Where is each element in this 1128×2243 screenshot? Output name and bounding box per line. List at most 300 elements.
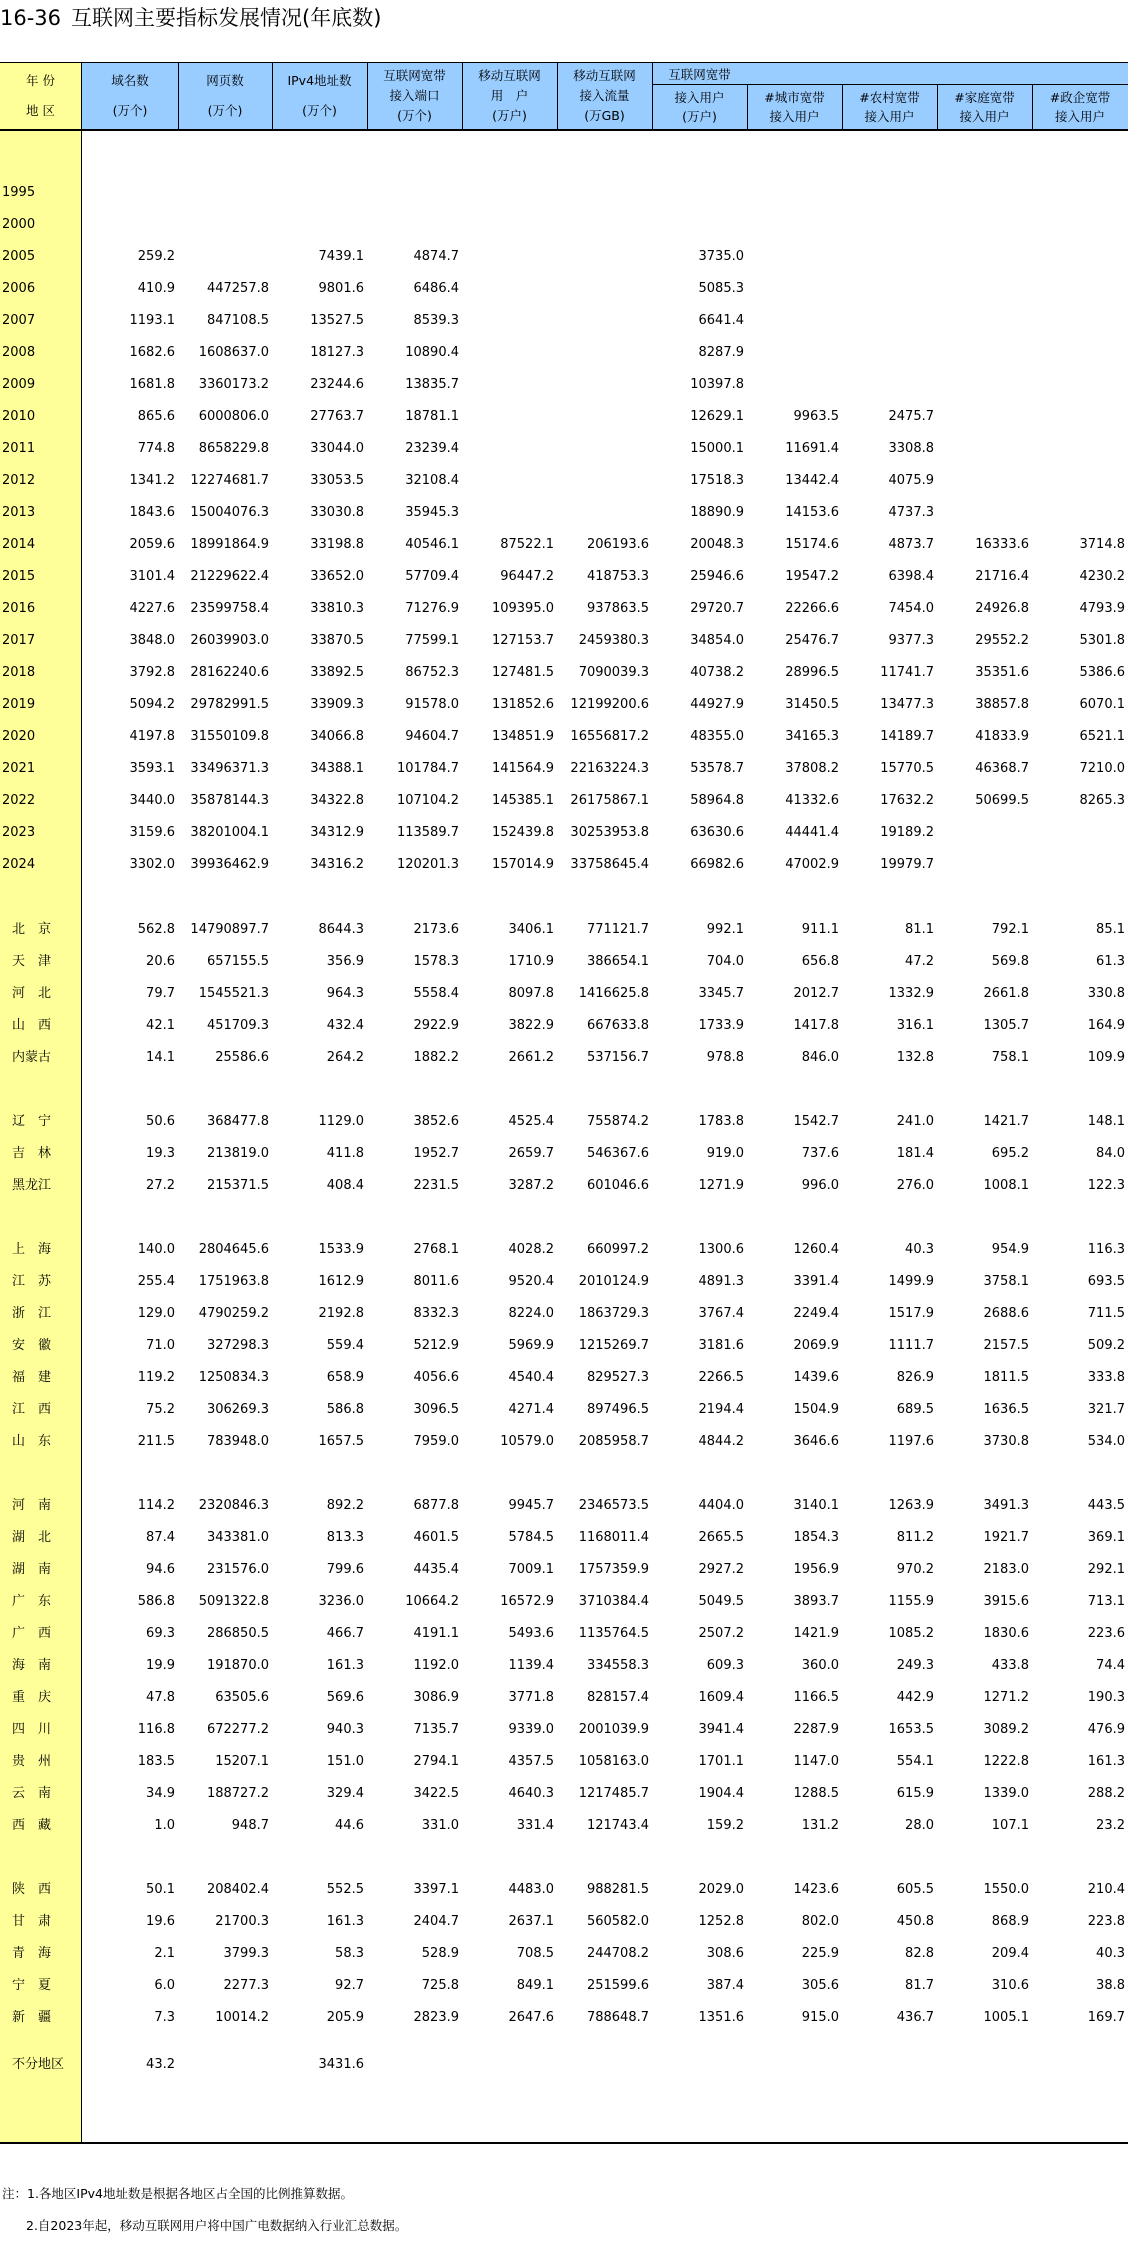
year-row: [0, 497, 1128, 529]
cell-col-8: 22266.6: [785, 601, 839, 616]
cell-col-11: 4230.2: [1079, 569, 1125, 584]
year-row: [0, 305, 1128, 337]
cell-col-1: 50.1: [146, 1882, 175, 1897]
cell-col-4: 528.9: [421, 1946, 459, 1961]
cell-col-7: 44927.9: [690, 697, 744, 712]
cell-col-6: 386654.1: [586, 954, 649, 969]
page-title: [0, 3, 381, 33]
cell-col-6: 7090039.3: [578, 665, 649, 680]
cell-col-10: 1550.0: [983, 1882, 1029, 1897]
year-row: [0, 209, 1128, 241]
cell-col-2: 451709.3: [206, 1018, 269, 1033]
region-row: [0, 1618, 1128, 1650]
cell-col-5: 10579.0: [500, 1434, 554, 1449]
cell-col-3: [272, 209, 364, 241]
cell-col-4: 3852.6: [413, 1114, 459, 1129]
cell-col-11: 61.3: [1096, 954, 1125, 969]
cell-col-11: 6070.1: [1079, 697, 1125, 712]
cell-col-3: 329.4: [326, 1786, 364, 1801]
cell-col-11: 169.7: [1087, 2010, 1125, 2025]
year-row: [0, 657, 1128, 689]
region-label: 宁 夏: [12, 1978, 52, 1993]
region-label: 湖 南: [12, 1562, 52, 1577]
cell-col-5: 109395.0: [491, 601, 554, 616]
region-label: 陕 西: [12, 1882, 52, 1897]
cell-col-4: 35945.3: [405, 505, 459, 520]
cell-col-8: [747, 305, 839, 337]
region-row: [0, 1298, 1128, 1330]
header-col-3-line: IPv4地址数: [287, 73, 352, 88]
cell-col-4: 6877.8: [413, 1498, 459, 1513]
cell-col-8: 915.0: [801, 2010, 839, 2025]
cell-col-1: 42.1: [146, 1018, 175, 1033]
cell-col-6: 121743.4: [586, 1818, 649, 1833]
cell-col-10: 1811.5: [983, 1370, 1029, 1385]
cell-col-4: 7959.0: [413, 1434, 459, 1449]
cell-col-9: 1517.9: [888, 1306, 934, 1321]
cell-col-11: 534.0: [1087, 1434, 1125, 1449]
cell-col-7: 4404.0: [698, 1498, 744, 1513]
cell-col-8: [747, 337, 839, 369]
region-row: [0, 1266, 1128, 1298]
region-label: 西 藏: [12, 1818, 52, 1833]
cell-col-4: 2823.9: [413, 2010, 459, 2025]
cell-col-7: 29720.7: [690, 601, 744, 616]
cell-col-8: 1260.4: [793, 1242, 839, 1257]
header-col-1: [82, 62, 178, 130]
header-col-7-top: [652, 62, 747, 85]
cell-col-2: 5091322.8: [198, 1594, 269, 1609]
year-row: [0, 337, 1128, 369]
cell-col-5: 331.4: [516, 1818, 554, 1833]
header-subcol-line: 接入用户: [959, 109, 1010, 125]
cell-col-9: 605.5: [896, 1882, 934, 1897]
cell-col-4: 331.0: [421, 1818, 459, 1833]
year-label: 2018: [2, 665, 36, 680]
cell-col-11: 333.8: [1087, 1370, 1125, 1385]
cell-col-7: 3345.7: [698, 986, 744, 1001]
cell-col-10: 1421.7: [983, 1114, 1029, 1129]
cell-col-7: 387.4: [706, 1978, 744, 1993]
cell-col-7: [652, 209, 744, 241]
cell-col-1: 3101.4: [129, 569, 175, 584]
cell-col-9: 241.0: [896, 1114, 934, 1129]
header-col-4-line: 接入端口: [389, 88, 440, 103]
cell-col-3: 33870.5: [310, 633, 364, 648]
cell-col-10: 107.1: [991, 1818, 1029, 1833]
table-number: 16-36: [0, 6, 62, 30]
cell-col-4: 2231.5: [413, 1178, 459, 1193]
cell-col-7: 18890.9: [690, 505, 744, 520]
cell-col-3: 466.7: [326, 1626, 364, 1641]
cell-col-3: 23244.6: [310, 377, 364, 392]
cell-col-9: 181.4: [896, 1146, 934, 1161]
cell-col-6: [557, 497, 649, 529]
cell-col-2: 10014.2: [215, 2010, 269, 2025]
cell-col-9: 19189.2: [880, 825, 934, 840]
cell-col-6: 418753.3: [586, 569, 649, 584]
cell-col-8: 34165.3: [785, 729, 839, 744]
cell-col-11: 713.1: [1087, 1594, 1125, 1609]
cell-col-4: 2404.7: [413, 1914, 459, 1929]
cell-col-7: 2194.4: [698, 1402, 744, 1417]
cell-col-11: 74.4: [1096, 1658, 1125, 1673]
table-bottom-rule: [0, 2142, 1128, 2144]
region-row: [0, 1234, 1128, 1266]
cell-col-10: [937, 817, 1029, 849]
cell-col-5: 5784.5: [508, 1530, 554, 1545]
cell-col-11: [1032, 369, 1125, 401]
cell-col-10: [937, 241, 1029, 273]
cell-col-2: 6000806.0: [198, 409, 269, 424]
region-label: 北 京: [12, 922, 52, 937]
region-label: 辽 宁: [12, 1114, 52, 1129]
cell-col-9: 11741.7: [880, 665, 934, 680]
region-row: [0, 1042, 1128, 1074]
cell-col-9: 81.7: [905, 1978, 934, 1993]
cell-col-1: 2059.6: [129, 537, 175, 552]
year-label: 2006: [2, 281, 36, 296]
cell-col-2: 783948.0: [206, 1434, 269, 1449]
cell-col-5: 2661.2: [508, 1050, 554, 1065]
cell-col-5: 4271.4: [508, 1402, 554, 1417]
cell-col-3: 34322.8: [310, 793, 364, 808]
cell-col-6: [557, 305, 649, 337]
year-row: [0, 785, 1128, 817]
cell-col-9: 450.8: [896, 1914, 934, 1929]
cell-col-9: 1197.6: [888, 1434, 934, 1449]
cell-col-6: 1863729.3: [578, 1306, 649, 1321]
cell-col-2: 38201004.1: [190, 825, 269, 840]
cell-col-2: 31550109.8: [190, 729, 269, 744]
cell-col-7: 992.1: [706, 922, 744, 937]
cell-col-5: [462, 433, 554, 465]
cell-col-6: [557, 465, 649, 497]
cell-col-9: 615.9: [896, 1786, 934, 1801]
cell-col-7: 10397.8: [690, 377, 744, 392]
region-row: [0, 1874, 1128, 1906]
cell-col-9: 82.8: [905, 1946, 934, 1961]
region-row: [0, 1810, 1128, 1842]
cell-col-5: 131852.6: [491, 697, 554, 712]
cell-col-5: 87522.1: [500, 537, 554, 552]
cell-col-3: 1533.9: [318, 1242, 364, 1257]
cell-col-1: 3302.0: [129, 857, 175, 872]
cell-col-4: [367, 209, 459, 241]
cell-col-8: 996.0: [801, 1178, 839, 1193]
cell-col-11: 116.3: [1087, 1242, 1125, 1257]
cell-col-2: 213819.0: [206, 1146, 269, 1161]
cell-col-2: 14790897.7: [190, 922, 269, 937]
cell-col-1: 4227.6: [129, 601, 175, 616]
cell-col-4: 1882.2: [413, 1050, 459, 1065]
cell-col-6: [557, 209, 649, 241]
cell-col-5: [462, 497, 554, 529]
cell-col-9: [842, 209, 934, 241]
note-1: 注：1.各地区IPv4地址数是根据各地区占全国的比例推算数据。: [2, 2186, 354, 2201]
cell-col-7: 58964.8: [690, 793, 744, 808]
cell-col-10: 954.9: [991, 1242, 1029, 1257]
cell-col-8: 2012.7: [793, 986, 839, 1001]
cell-col-1: 3440.0: [129, 793, 175, 808]
note-2: 2.自2023年起，移动互联网用户将中国广电数据纳入行业汇总数据。: [26, 2218, 408, 2233]
region-row: [0, 1426, 1128, 1458]
region-row: [0, 946, 1128, 978]
cell-col-10: [937, 369, 1029, 401]
header-col-7-line: 互联网宽带: [668, 66, 731, 82]
cell-col-11: [1032, 241, 1125, 273]
year-label: 2010: [2, 409, 36, 424]
cell-col-1: 79.7: [146, 986, 175, 1001]
region-row: [0, 1330, 1128, 1362]
header-subcol-line: 接入用户: [769, 109, 820, 125]
region-row: [0, 1554, 1128, 1586]
year-label: 2024: [2, 857, 36, 872]
cell-col-7: 1904.4: [698, 1786, 744, 1801]
cell-col-10: [937, 401, 1029, 433]
cell-col-1: 211.5: [137, 1434, 175, 1449]
cell-col-2: 8658229.8: [198, 441, 269, 456]
cell-col-1: 19.9: [146, 1658, 175, 1673]
cell-col-8: 3140.1: [793, 1498, 839, 1513]
cell-col-8: 47002.9: [785, 857, 839, 872]
cell-col-10: 3730.8: [983, 1434, 1029, 1449]
cell-col-10: 1636.5: [983, 1402, 1029, 1417]
cell-col-4: 32108.4: [405, 473, 459, 488]
cell-col-7: 609.3: [706, 1658, 744, 1673]
cell-col-5: 96447.2: [500, 569, 554, 584]
cell-col-1: 1682.6: [129, 345, 175, 360]
table-title: 互联网主要指标发展情况(年底数): [71, 6, 382, 30]
cell-col-6: 1757359.9: [578, 1562, 649, 1577]
cell-col-7: 2266.5: [698, 1370, 744, 1385]
cell-col-1: 5094.2: [129, 697, 175, 712]
cell-col-1: 2.1: [154, 1946, 175, 1961]
region-label: 福 建: [12, 1370, 52, 1385]
cell-col-9: 1653.5: [888, 1722, 934, 1737]
cell-col-9: 970.2: [896, 1562, 934, 1577]
cell-col-1: 71.0: [146, 1338, 175, 1353]
cell-col-3: 161.3: [326, 1658, 364, 1673]
cell-col-4: [367, 2049, 459, 2081]
cell-col-11: [1032, 209, 1125, 241]
cell-col-3: 34312.9: [310, 825, 364, 840]
header-subcol-1: [747, 85, 842, 130]
header-col-2-line: (万个): [207, 103, 243, 118]
cell-col-4: 2794.1: [413, 1754, 459, 1769]
cell-col-10: [937, 273, 1029, 305]
cell-col-1: 1681.8: [129, 377, 175, 392]
cell-col-4: 1192.0: [413, 1658, 459, 1673]
cell-col-7: 66982.6: [690, 857, 744, 872]
region-label: 安 徽: [12, 1338, 52, 1353]
header-col-6-line: 接入流量: [579, 88, 630, 103]
cell-col-6: 1168011.4: [578, 1530, 649, 1545]
region-label: 广 东: [12, 1594, 52, 1609]
cell-col-7: 34854.0: [690, 633, 744, 648]
cell-col-10: [937, 465, 1029, 497]
cell-col-11: 38.8: [1096, 1978, 1125, 1993]
cell-col-3: 964.3: [326, 986, 364, 1001]
cell-col-10: 2183.0: [983, 1562, 1029, 1577]
cell-col-1: 140.0: [137, 1242, 175, 1257]
cell-col-7: 978.8: [706, 1050, 744, 1065]
year-row: [0, 817, 1128, 849]
cell-col-1: 255.4: [137, 1274, 175, 1289]
cell-col-1: 865.6: [137, 409, 175, 424]
cell-col-4: 8539.3: [413, 313, 459, 328]
region-row: [0, 1010, 1128, 1042]
year-row: [0, 721, 1128, 753]
cell-col-7: 5085.3: [698, 281, 744, 296]
cell-col-6: 537156.7: [586, 1050, 649, 1065]
header-stub: [0, 62, 81, 130]
cell-col-9: 316.1: [896, 1018, 934, 1033]
cell-col-2: 18991864.9: [190, 537, 269, 552]
year-label: 2007: [2, 313, 36, 328]
header-col-5-line: 移动互联网: [478, 68, 541, 83]
cell-col-8: 1956.9: [793, 1562, 839, 1577]
cell-col-9: 47.2: [905, 954, 934, 969]
cell-col-6: 546367.6: [586, 1146, 649, 1161]
cell-col-11: [1032, 273, 1125, 305]
region-row: [0, 1106, 1128, 1138]
cell-col-1: 14.1: [146, 1050, 175, 1065]
cell-col-2: 286850.5: [206, 1626, 269, 1641]
cell-col-10: [937, 337, 1029, 369]
cell-col-6: [557, 273, 649, 305]
cell-col-2: 4790259.2: [198, 1306, 269, 1321]
cell-col-6: [557, 369, 649, 401]
cell-col-4: 91578.0: [405, 697, 459, 712]
region-label: 重 庆: [12, 1690, 52, 1705]
region-label: 山 东: [12, 1434, 52, 1449]
cell-col-3: 1657.5: [318, 1434, 364, 1449]
region-label: 河 南: [12, 1498, 52, 1513]
region-label: 贵 州: [12, 1754, 52, 1769]
cell-col-2: 39936462.9: [190, 857, 269, 872]
cell-col-11: 476.9: [1087, 1722, 1125, 1737]
cell-col-8: 1542.7: [793, 1114, 839, 1129]
cell-col-8: 44441.4: [785, 825, 839, 840]
region-row: [0, 1970, 1128, 2002]
cell-col-5: 4525.4: [508, 1114, 554, 1129]
cell-col-10: 3915.6: [983, 1594, 1029, 1609]
cell-col-10: 310.6: [991, 1978, 1029, 1993]
header-subcol-4: [1032, 85, 1128, 130]
cell-col-11: 109.9: [1087, 1050, 1125, 1065]
cell-col-1: 4197.8: [129, 729, 175, 744]
cell-col-9: [842, 337, 934, 369]
cell-col-1: 562.8: [137, 922, 175, 937]
cell-col-2: 2804645.6: [198, 1242, 269, 1257]
cell-col-7: 308.6: [706, 1946, 744, 1961]
cell-col-2: 3360173.2: [198, 377, 269, 392]
cell-col-7: 1783.8: [698, 1114, 744, 1129]
cell-col-8: 3646.6: [793, 1434, 839, 1449]
cell-col-2: 2320846.3: [198, 1498, 269, 1513]
cell-col-8: 1854.3: [793, 1530, 839, 1545]
year-row: [0, 465, 1128, 497]
cell-col-5: 16572.9: [500, 1594, 554, 1609]
cell-col-6: 1215269.7: [578, 1338, 649, 1353]
cell-col-7: 4891.3: [698, 1274, 744, 1289]
cell-col-9: 1111.7: [888, 1338, 934, 1353]
header-col-7-bottom: [652, 85, 747, 130]
cell-col-7: 1271.9: [698, 1178, 744, 1193]
cell-col-6: 755874.2: [586, 1114, 649, 1129]
cell-col-1: 1341.2: [129, 473, 175, 488]
year-row: [0, 849, 1128, 881]
cell-col-6: [557, 241, 649, 273]
cell-col-4: 8011.6: [413, 1274, 459, 1289]
cell-col-3: 33810.3: [310, 601, 364, 616]
cell-col-8: 360.0: [801, 1658, 839, 1673]
cell-col-5: 8097.8: [508, 986, 554, 1001]
cell-col-11: [1032, 433, 1125, 465]
cell-col-6: 988281.5: [586, 1882, 649, 1897]
cell-col-1: 114.2: [137, 1498, 175, 1513]
cell-col-4: 4056.6: [413, 1370, 459, 1385]
cell-col-2: 657155.5: [206, 954, 269, 969]
data-table: [0, 62, 1128, 2144]
cell-col-1: 75.2: [146, 1402, 175, 1417]
cell-col-8: 19547.2: [785, 569, 839, 584]
cell-col-5: 7009.1: [508, 1562, 554, 1577]
year-row: [0, 753, 1128, 785]
cell-col-10: 1222.8: [983, 1754, 1029, 1769]
cell-col-11: 40.3: [1096, 1946, 1125, 1961]
cell-col-1: 50.6: [146, 1114, 175, 1129]
header-subcol-line: #家庭宽带: [954, 89, 1015, 105]
cell-col-9: 14189.7: [880, 729, 934, 744]
cell-col-7: [652, 2049, 744, 2081]
cell-col-7: 40738.2: [690, 665, 744, 680]
cell-col-7: 2927.2: [698, 1562, 744, 1577]
cell-col-5: 127481.5: [491, 665, 554, 680]
header-subcol-3: [937, 85, 1032, 130]
cell-col-3: 569.6: [326, 1690, 364, 1705]
cell-col-8: 15174.6: [785, 537, 839, 552]
cell-col-6: 244708.2: [586, 1946, 649, 1961]
cell-col-9: 1499.9: [888, 1274, 934, 1289]
cell-col-3: 7439.1: [318, 249, 364, 264]
cell-col-11: 369.1: [1087, 1530, 1125, 1545]
cell-col-10: 868.9: [991, 1914, 1029, 1929]
cell-col-5: [462, 273, 554, 305]
cell-col-5: 849.1: [516, 1978, 554, 1993]
cell-col-5: 3287.2: [508, 1178, 554, 1193]
header-col-2: [178, 62, 272, 130]
cell-col-10: 1305.7: [983, 1018, 1029, 1033]
cell-col-2: 847108.5: [206, 313, 269, 328]
region-row: [0, 1682, 1128, 1714]
cell-col-4: 2922.9: [413, 1018, 459, 1033]
cell-col-5: 708.5: [516, 1946, 554, 1961]
cell-col-2: 231576.0: [206, 1562, 269, 1577]
header-col-5: [462, 62, 557, 130]
region-label: 甘 肃: [12, 1914, 52, 1929]
cell-col-5: 2659.7: [508, 1146, 554, 1161]
cell-col-3: 92.7: [335, 1978, 364, 1993]
cell-col-8: 1417.8: [793, 1018, 839, 1033]
year-label: 2023: [2, 825, 36, 840]
cell-col-3: 33030.8: [310, 505, 364, 520]
region-label: 广 西: [12, 1626, 52, 1641]
cell-col-10: 433.8: [991, 1658, 1029, 1673]
cell-col-7: 63630.6: [690, 825, 744, 840]
cell-col-5: 2637.1: [508, 1914, 554, 1929]
